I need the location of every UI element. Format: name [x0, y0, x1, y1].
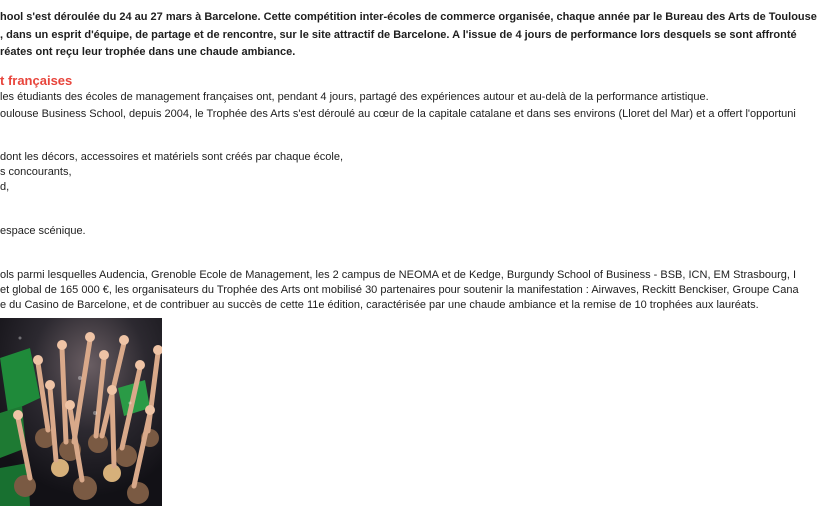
paragraph-line: et global de 165 000 €, les organisateurs du Trophée des Arts ont mobilisé 30 partenaires pour soutenir la manifestation : Airwaves, Reckitt Benckiser, Groupe Cana [0, 284, 799, 296]
paragraph-line: e du Casino de Barcelone, et de contribuer au succès de cette 11e édition, caractérisée par une chaude ambiance et la remise de 10 trophées aux lauréats. [0, 299, 759, 311]
crowd-photo-image [0, 318, 162, 506]
list-item: s concourants, [0, 166, 72, 178]
intro-line: , dans un esprit d'équipe, de partage et de rencontre, sur le site attractif de Barcelone. A l'issue de 4 jours de performance lors desquels se sont affronté [0, 29, 797, 41]
section-heading: t françaises [0, 73, 73, 88]
intro-line: hool s'est déroulée du 24 au 27 mars à Barcelone. Cette compétition inter-écoles de commerce organisée, chaque année par le Bureau des Arts de Toulouse [0, 11, 817, 23]
paragraph-line: oulouse Business School, depuis 2004, le Trophée des Arts s'est déroulé au cœur de la capitale catalane et dans ses environs (Lloret del Mar) et a offert l'opportuni [0, 108, 796, 120]
intro-line: réates ont reçu leur trophée dans une chaude ambiance. [0, 46, 296, 58]
list-item: d, [0, 181, 10, 193]
paragraph-line: les étudiants des écoles de management françaises ont, pendant 4 jours, partagé des expériences autour et au-delà de la performance artistique. [0, 91, 709, 103]
paragraph-line: ols parmi lesquelles Audencia, Grenoble Ecole de Management, les 2 campus de NEOMA et de Kedge, Burgundy School of Business - BSB, ICN, EM Strasbourg, I [0, 269, 797, 281]
list-item: dont les décors, accessoires et matériels sont créés par chaque école, [0, 151, 344, 163]
list-item: espace scénique. [0, 225, 86, 237]
crowd-photo [0, 318, 162, 506]
